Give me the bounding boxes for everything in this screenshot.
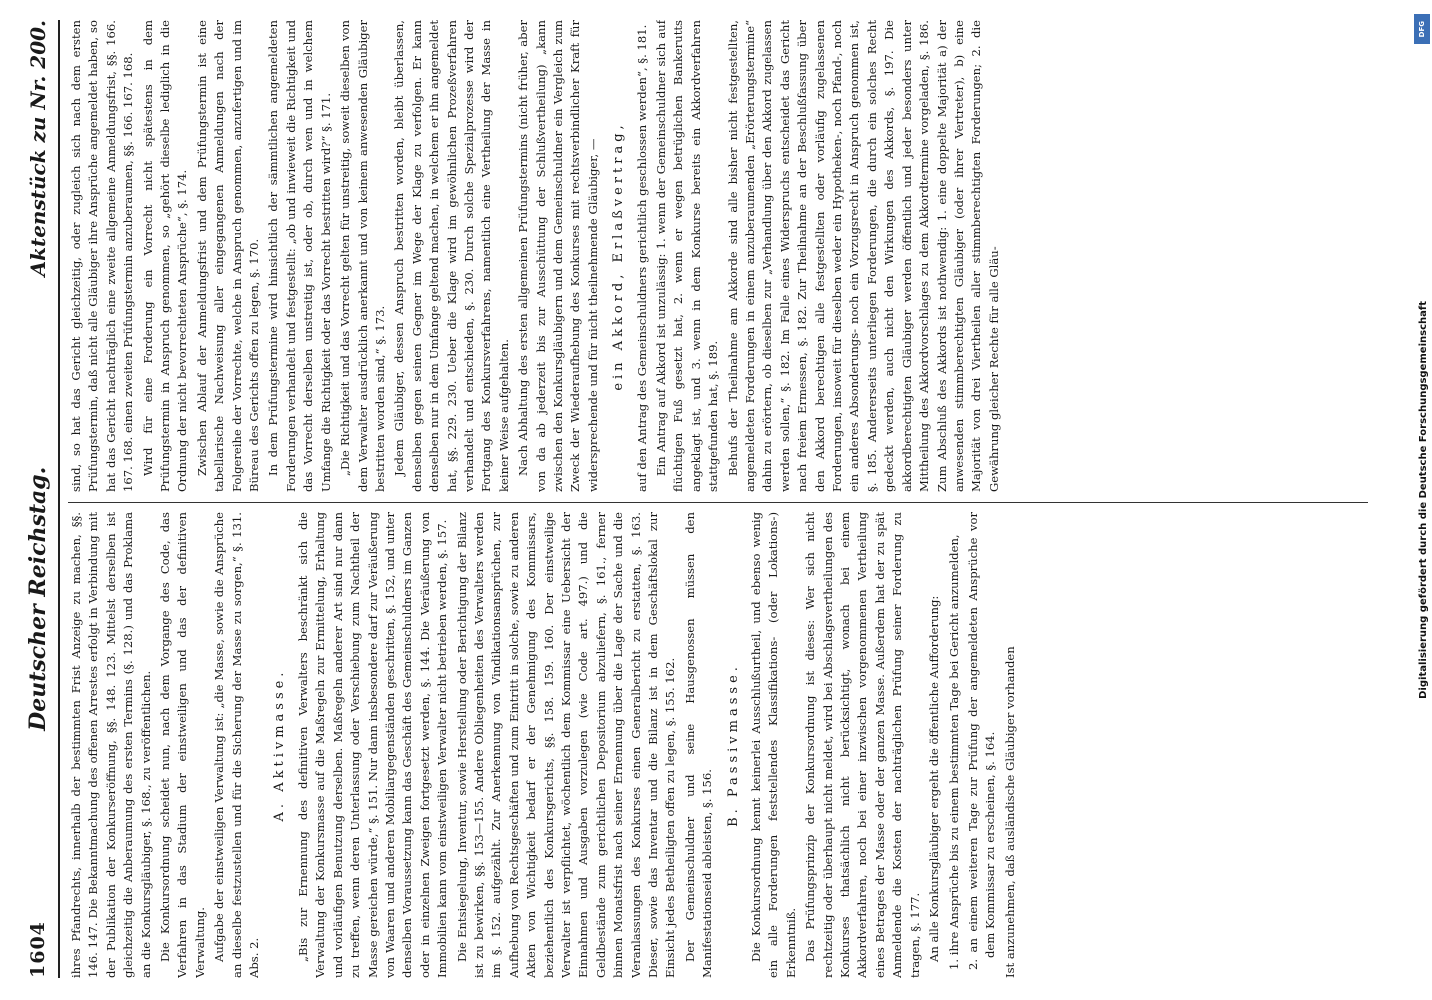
- paragraph: auf den Antrag des Gemeinschuldners gerichtlich geschlossen werden“, §. 181.: [634, 24, 649, 492]
- paragraph: Wird für eine Forderung ein Vorrecht nicht spätestens in dem Prüfungstermin in Anspruch genommen, so „gehört dieselbe lediglich in die Ordnung der nicht bevorrechteten Ansprüche“, §. 174.: [140, 20, 190, 492]
- list-item: 2. an einem weiteren Tage zur Prüfung der angemeldeten Ansprüche vor dem Kommissar zu erscheinen, §. 164.: [965, 512, 998, 970]
- left-column: [68, 512, 1368, 978]
- paragraph: Die Konkursordnung scheidet nun, nach dem Vorgange des Code, das Verfahren in das Stadium der einstweiligen und das der definitiven Verwaltung.: [158, 512, 207, 978]
- paragraph: Die Entsiegelung, Inventur, sowie Herstellung oder Berichtigung der Bilanz ist zu bewirken, §§. 153—155. Andere Obliegenheiten des Verwalters werden im §. 152. aufgezählt. Zur Anerkennung von Vindikationsansprüchen, zur Aufhebung von Rechtsgeschäften und zum Eintritt in solche, sowie zu anderen Akten von Wichtigkeit bedarf er der Genehmigung des Kommissars, beziehentlich des Konkursgerichts, §§. 158. 159. 160. Der einstweilige Verwalter ist verpflichtet, wöchentlich dem Kommissar eine Uebersicht der Einnahmen und Ausgaben vorzulegen (wie Code art. 497.) und die Geldbestände zum gerichtlichen Depositorium abzuliefern, §. 161., ferner binnen Monatsfrist nach seiner Ernennung über die Lage der Sache und die Veranlassungen des Konkurses einen Generalbericht zu erstatten, §. 163. Dieser, sowie das Inventar und die Bilanz ist in dem Geschäftslokal zur Einsicht jedes Betheiligten offen zu legen, §. 155. 162.: [454, 512, 678, 978]
- page-header: [18, 20, 60, 978]
- paragraph: sind, so hat das Gericht gleichzeitig, oder zugleich sich nach dem ersten Prüfungstermin, daß nicht alle Gläubiger ihre Ansprüche angemeldet haben, so hat das Gericht nachträglich eine zweite allgemeine Anmeldungsfrist, §§. 166. 167. 168. einen zweiten Prüfungstermin anzuberaumen, §§. 166. 167. 168.: [69, 20, 136, 492]
- paragraph: Das Prüfungsprinzip der Konkursordnung ist dieses: Wer sich nicht rechtzeitig oder überhaupt nicht meldet, wird bei Abschlagsvertheilungen des Konkurses thatsächlich nicht berücksichtigt, wonach bei einem Akkordverfahren, noch bei einer inzwischen vorgenommenen Vertheilung eines Betrages der Masse oder der ganzen Masse. Außerdem hat der zu spät Anmeldende die Kosten der nachträglichen Prüfung seiner Forderung zu tragen, §. 177.: [803, 512, 922, 978]
- paragraph: Die Konkursordnung kennt keinerlei Ausschlußurtheil, und ebenso wenig ein alle Forderungen feststellendes Klassifikations- (oder Lokations-) Erkenntniß.: [749, 512, 798, 978]
- section-heading-aktivmasse: A. Aktivmasse.: [272, 668, 288, 822]
- paragraph: Ein Antrag auf Akkord ist unzulässig: 1. wenn der Gemeinschuldner sich auf flüchtigen Fuß gesetzt hat, 2. wenn er wegen betrüglichen Bankerutts angeklagt ist, und 3. wenn in dem Konkurse bereits ein Akkordverfahren stattgefunden hat, §. 189.: [654, 20, 721, 492]
- paragraph: An alle Konkursgläubiger ergeht die öffentliche Aufforderung:: [927, 595, 942, 962]
- paragraph: Aufgabe der einstweiligen Verwaltung ist: „die Masse, sowie die Ansprüche an dieselbe festzustellen und für die Sicherung der Masse zu sorgen,“ §. 131. Abs. 2.: [212, 512, 262, 978]
- paragraph: Zwischen Ablauf der Anmeldungsfrist und dem Prüfungstermin ist eine tabellarische Nachweisung aller eingegangenen Anmeldungen nach der Folgereihe der Vorrechte, welche in Anspruch genommen, anzufertigen und im Büreau des Gerichts offen zu legen, §. 170.: [194, 20, 262, 492]
- digitization-credit: [1414, 0, 1432, 1000]
- digitization-credit-text: Digitalisierung gefördert durch die Deutsche Forschungsgemeinschaft: [1417, 301, 1429, 699]
- paragraph: In dem Prüfungstermine wird hinsichtlich der sämmtlichen angemeldeten Forderungen verhandelt und festgestellt: „ob und inwieweit die Richtigkeit und das Vorrecht derselben unstreitig ist, oder ob, durch wen und in welchem Umfange die Richtigkeit oder das Vorrecht bestritten wird?“ §. 171.: [266, 20, 333, 492]
- paragraph: „Bis zur Ernennung des definitiven Verwalters beschränkt sich die Verwaltung der Konkursmasse auf die Maßregeln zur Ermittelung, Erhaltung und vorläufigen Benutzung derselben. Maßregeln anderer Art sind nur dann zu treffen, wenn deren Unterlassung oder Verschiebung zum Nachtheil der Masse gereichen würde,“ §. 151. Nur dann insbesondere darf zur Veräußerung von Waaren und anderen Mobiliargegenständen geschritten, §. 152, und unter denselben Voraussetzung kann das Geschäft des Gemeinschuldners im Ganzen oder in einzelnen Zweigen fortgesetzt werden, §. 144. Die Veräußerung von Immobilien kann vom einstweiligen Verwalter nicht betrieben werden, §. 157.: [295, 512, 450, 978]
- sheet-label: Aktenstück zu Nr. 200.: [26, 20, 50, 277]
- paragraph: Jedem Gläubiger, dessen Anspruch bestritten worden, bleibt überlassen, denselben gegen seinen Gegner im Wege der Klage zu verfolgen. Er kann denselben nur in dem Umfange geltend machen, in welchem er ihn angemeldet hat, §§. 229. 230. Ueber die Klage wird im gewöhnlichen Prozeßverfahren verhandelt und entschieden, §. 230. Durch solche Spezialprozesse wird der Fortgang des Konkursverfahrens, namentlich eine Vertheilung der Masse in keiner Weise aufgehalten.: [392, 20, 511, 492]
- list-item: 1. ihre Ansprüche bis zu einem bestimmten Tage bei Gericht anzumelden,: [946, 534, 961, 970]
- paragraph: Behufs der Theilnahme am Akkorde sind alle bisher nicht festgestellten, angemeldeten Forderungen in einem anzuberaumenden „Erörterungstermine“ dahin zu erörtern, ob dieselben zur „Verhandlung über den Akkord zugelassen werden sollen,“ §. 182. Im Falle eines Widerspruchs entscheidet das Gericht nach freiem Ermessen, §. 182. Zur Theilnahme an der Beschlußfassung über den Akkord berechtigen alle festgestellten oder vorläufig zugelassenen Forderungen, insoweit für dieselben weder ein Hypotheken-, noch Pfand-, noch ein anderes Absonderungs- noch ein Vorzugsrecht in Anspruch genommen ist, §. 185. Andererseits unterliegen Forderungen, die durch ein solches Recht gedeckt werden, auch nicht den Wirkungen des Akkords, §. 197. Die akkordberechtigten Gläubiger werden öffentlich und jeder besonders unter Mittheilung des Akkordvorschlages zu dem Akkordtermine vorgeladen, §. 186. Zum Abschluß des Akkords ist nothwendig: 1. eine doppelte Majorität a) der anwesenden stimmberechtigten Gläubiger (oder ihrer Vertreter), b) eine Majorität von drei Viertheilen aller stimmberechtigten Forderungen; 2. die Gewährung gleicher Rechte für alle Gläu-: [725, 20, 1001, 492]
- section-heading-akkord: ein Akkord, Erlaßvertrag,: [611, 121, 627, 391]
- paragraph: ihres Pfandrechts, innerhalb der bestimmten Frist Anzeige zu machen, §§. 146. 147. Die Bekanntmachung des offenen Arrestes erfolgt in Verbindung mit der Publikation der Konkurseröffnung, §§. 148. 123. Mittelst derselben ist gleichzeitig die Anberaumung des ersten Termins (§. 128.) und das Proklama an die Konkursgläubiger, §. 168., zu veröffentlichen.: [69, 512, 153, 978]
- paragraph: Nach Abhaltung des ersten allgemeinen Prüfungstermins (nicht früher, aber von da ab jederzeit bis zur Ausschüttung der Schlußvertheilung) „kann zwischen den Konkursgläubigern und dem Gemeinschuldner ein Vergleich zum Zweck der Wiederaufhebung des Konkurses mit rechtsverbindlicher Kraft für widersprechende und für nicht theilnehmende Gläubiger, —: [516, 20, 600, 492]
- dfg-logo-text: DFG: [1418, 20, 1426, 38]
- section-heading-passivmasse: B. Passivmasse.: [725, 663, 741, 827]
- running-head: Deutscher Reichstag.: [25, 466, 51, 731]
- paragraph: Der Gemeinschuldner und seine Hausgenossen müssen den Manifestationseid ableisten, §. 156.: [682, 512, 715, 978]
- paragraph: Ist anzunehmen, daß ausländische Gläubiger vorhanden: [1002, 646, 1017, 978]
- right-column: [68, 20, 1368, 492]
- paragraph: „Die Richtigkeit und das Vorrecht gelten für unstreitig, soweit dieselben von dem Verwalter ausdrücklich anerkannt und von keinem anwesenden Gläubiger bestritten worden sind,“ §. 173.: [338, 20, 387, 492]
- page-number: 1604: [27, 921, 49, 978]
- column-divider: [68, 502, 1368, 503]
